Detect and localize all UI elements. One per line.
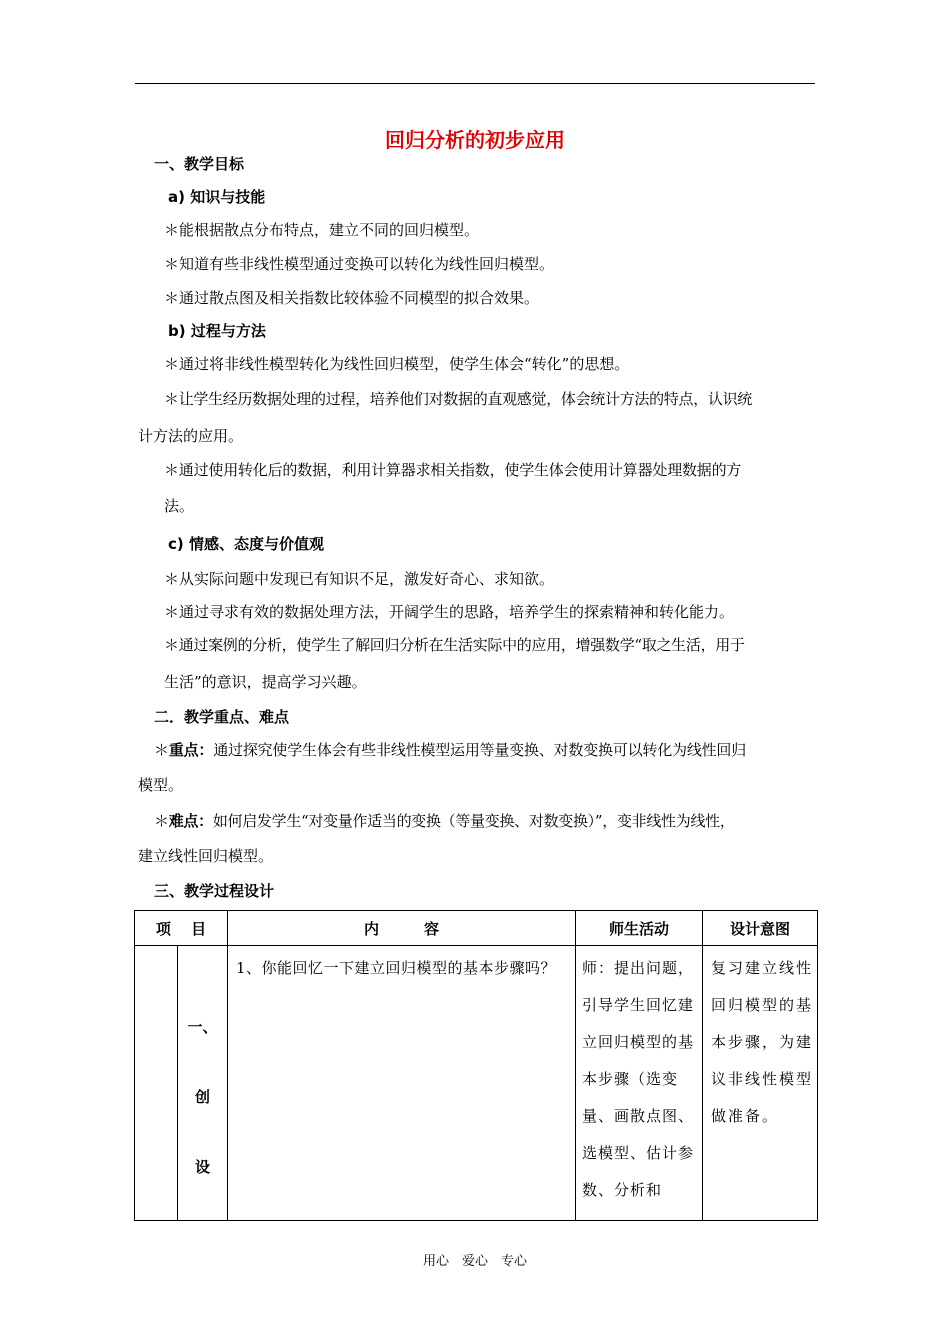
section-heading-key-points: 二．教学重点、难点 (154, 708, 290, 726)
key-text: 通过探究使学生体会有些非线性模型运用等量变换、对数变换可以转化为线性回归 (213, 741, 747, 759)
key-prefix: ＊ (154, 741, 169, 759)
key-label: 重点： (168, 741, 214, 759)
header-rule (135, 83, 815, 84)
list-item-continuation: 生活”的意识，提高学习兴趣。 (164, 673, 367, 691)
header-intent: 设计意图 (703, 911, 818, 946)
list-item: ＊通过散点图及相关指数比较体验不同模型的拟合效果。 (164, 289, 540, 307)
activity-text: 师：提出问题，引导学生回忆建立回归模型的基本步骤（选变量、画散点图、选模型、估计参数、分析和 (582, 959, 695, 1199)
subheading-knowledge-skills: a) 知识与技能 (168, 188, 266, 206)
header-activity: 师生活动 (576, 911, 703, 946)
difficulty-continuation: 建立线性回归模型。 (138, 847, 274, 865)
key-point-continuation: 模型。 (138, 776, 184, 794)
page-footer: 用心 爱心 专心 (422, 1254, 527, 1269)
list-item: ＊通过使用转化后的数据，利用计算器求相关指数，使学生体会使用计算器处理数据的方 (164, 461, 742, 479)
list-item: ＊从实际问题中发现已有知识不足，激发好奇心、求知欲。 (164, 570, 555, 588)
list-item: ＊通过将非线性模型转化为线性回归模型，使学生体会“转化”的思想。 (164, 355, 630, 373)
list-item-continuation: 法。 (164, 497, 195, 515)
content-cell (228, 946, 576, 1221)
subheading-attitudes-values: c) 情感、态度与价值观 (168, 535, 324, 553)
subheading-process-methods: b) 过程与方法 (168, 322, 266, 340)
document-title: 回归分析的初步应用 (385, 128, 565, 152)
intent-cell (703, 946, 818, 1221)
header-item: 项 目 (135, 911, 228, 946)
table-row (135, 946, 818, 1221)
difficulty-prefix: ＊ (154, 812, 169, 830)
difficulty-label: 难点： (168, 812, 213, 830)
content-text: 1、你能回忆一下建立回归模型的基本步骤吗？ (236, 959, 557, 977)
activity-cell (576, 946, 703, 1221)
header-content: 内 容 (228, 911, 576, 946)
section-heading-process: 三、教学过程设计 (154, 882, 275, 900)
phase-cell-blank (135, 946, 178, 1221)
intent-text: 复习建立线性回归模型的基本步骤，为建议非线性模型做准备。 (711, 959, 814, 1125)
list-item: ＊通过案例的分析，使学生了解回归分析在生活实际中的应用，增强数学“取之生活，用于 (164, 636, 745, 654)
difficulty-text: 如何启发学生“对变量作适当的变换（等量变换、对数变换）”，变非线性为线性， (212, 812, 735, 830)
phase-label-char: 一、 (187, 1018, 218, 1036)
list-item: ＊通过寻求有效的数据处理方法，开阔学生的思路，培养学生的探索精神和转化能力。 (164, 603, 735, 621)
phase-label-char: 创 (195, 1088, 211, 1106)
list-item-continuation: 计方法的应用。 (138, 427, 244, 445)
difficulty-line (154, 810, 735, 831)
list-item: ＊让学生经历数据处理的过程，培养他们对数据的直观感觉，体会统计方法的特点，认识统 (164, 390, 753, 408)
key-point-line (154, 739, 746, 760)
table-header-row (135, 911, 818, 946)
list-item: ＊能根据散点分布特点，建立不同的回归模型。 (164, 221, 480, 239)
section-heading-goals: 一、教学目标 (154, 155, 245, 173)
phase-label-char: 设 (195, 1158, 211, 1176)
list-item: ＊知道有些非线性模型通过变换可以转化为线性回归模型。 (164, 255, 555, 273)
phase-label-cell (178, 946, 228, 1221)
teaching-process-table (134, 910, 818, 1221)
